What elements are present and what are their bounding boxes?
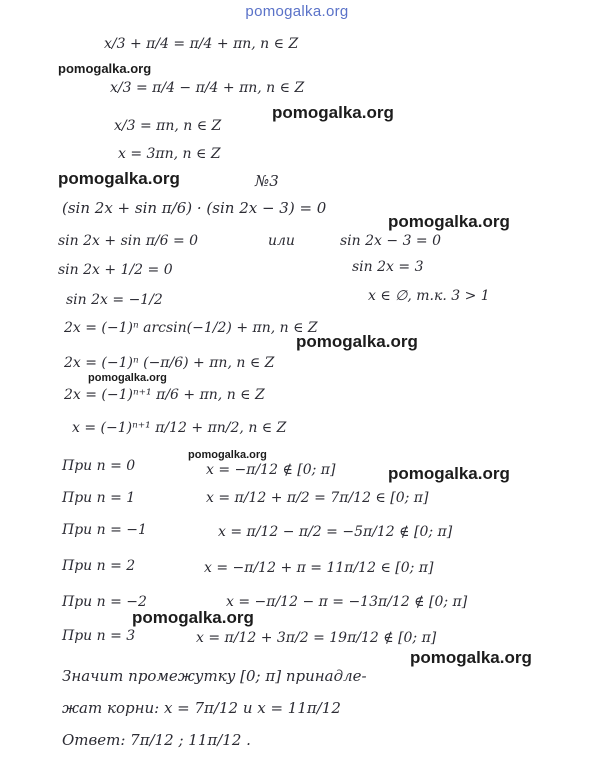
branch-b-1: sin 2x − 3 = 0 (340, 233, 442, 249)
task-number: №3 (255, 172, 279, 190)
watermark: pomogalka.org (132, 608, 254, 627)
case-n1-result: x = π/12 + π/2 = 7π/12 ∈ [0; π] (206, 490, 429, 506)
line-1: x/3 + π/4 = π/4 + πn, n ∈ Z (104, 36, 299, 52)
branch-a-2: sin 2x + 1/2 = 0 (58, 262, 173, 278)
branch-a-3: sin 2x = −1/2 (66, 292, 163, 308)
main-equation: (sin 2x + sin π/6) · (sin 2x − 3) = 0 (62, 199, 327, 217)
watermark: pomogalka.org (272, 103, 394, 122)
watermark: pomogalka.org (296, 332, 418, 351)
case-n2-label: При n = 2 (62, 558, 136, 574)
branch-b-2: sin 2x = 3 (352, 259, 424, 275)
step-substitute: 2x = (−1)ⁿ (−π/6) + πn, n ∈ Z (64, 355, 275, 371)
branch-b-3: x ∈ ∅, т.к. 3 > 1 (368, 288, 490, 304)
site-header: pomogalka.org (245, 3, 349, 20)
watermark: pomogalka.org (388, 464, 510, 483)
watermark: pomogalka.org (58, 61, 152, 76)
case-n3-result: x = π/12 + 3π/2 = 19π/12 ∉ [0; π] (196, 630, 437, 646)
answer-line: Ответ: 7π/12 ; 11π/12 . (62, 731, 251, 749)
case-n3-label: При n = 3 (62, 628, 136, 644)
line-2: x/3 = π/4 − π/4 + πn, n ∈ Z (110, 80, 305, 96)
watermark: pomogalka.org (188, 449, 267, 461)
watermark: pomogalka.org (58, 169, 180, 188)
conclusion-line-1: Значит промежутку [0; π] принадле- (62, 667, 367, 685)
or-word: или (268, 233, 295, 249)
general-solution: x = (−1)ⁿ⁺¹ π/12 + πn/2, n ∈ Z (72, 420, 287, 436)
step-simplify: 2x = (−1)ⁿ⁺¹ π/6 + πn, n ∈ Z (64, 387, 265, 403)
case-n0-label: При n = 0 (62, 458, 136, 474)
case-nm2-result: x = −π/12 − π = −13π/12 ∉ [0; π] (226, 594, 468, 610)
watermark: pomogalka.org (88, 372, 167, 384)
watermark: pomogalka.org (410, 648, 532, 667)
conclusion-line-2: жат корни: x = 7π/12 и x = 11π/12 (62, 699, 341, 717)
case-nm2-label: При n = −2 (62, 594, 147, 610)
case-nm1-label: При n = −1 (62, 522, 147, 538)
line-4: x = 3πn, n ∈ Z (118, 146, 221, 162)
line-3: x/3 = πn, n ∈ Z (114, 118, 222, 134)
case-n2-result: x = −π/12 + π = 11π/12 ∈ [0; π] (204, 560, 434, 576)
case-n1-label: При n = 1 (62, 490, 136, 506)
step-arcsin: 2x = (−1)ⁿ arcsin(−1/2) + πn, n ∈ Z (64, 320, 318, 336)
branch-a-1: sin 2x + sin π/6 = 0 (58, 233, 199, 249)
case-nm1-result: x = π/12 − π/2 = −5π/12 ∉ [0; π] (218, 524, 453, 540)
watermark: pomogalka.org (388, 212, 510, 231)
case-n0-result: x = −π/12 ∉ [0; π] (206, 462, 336, 478)
